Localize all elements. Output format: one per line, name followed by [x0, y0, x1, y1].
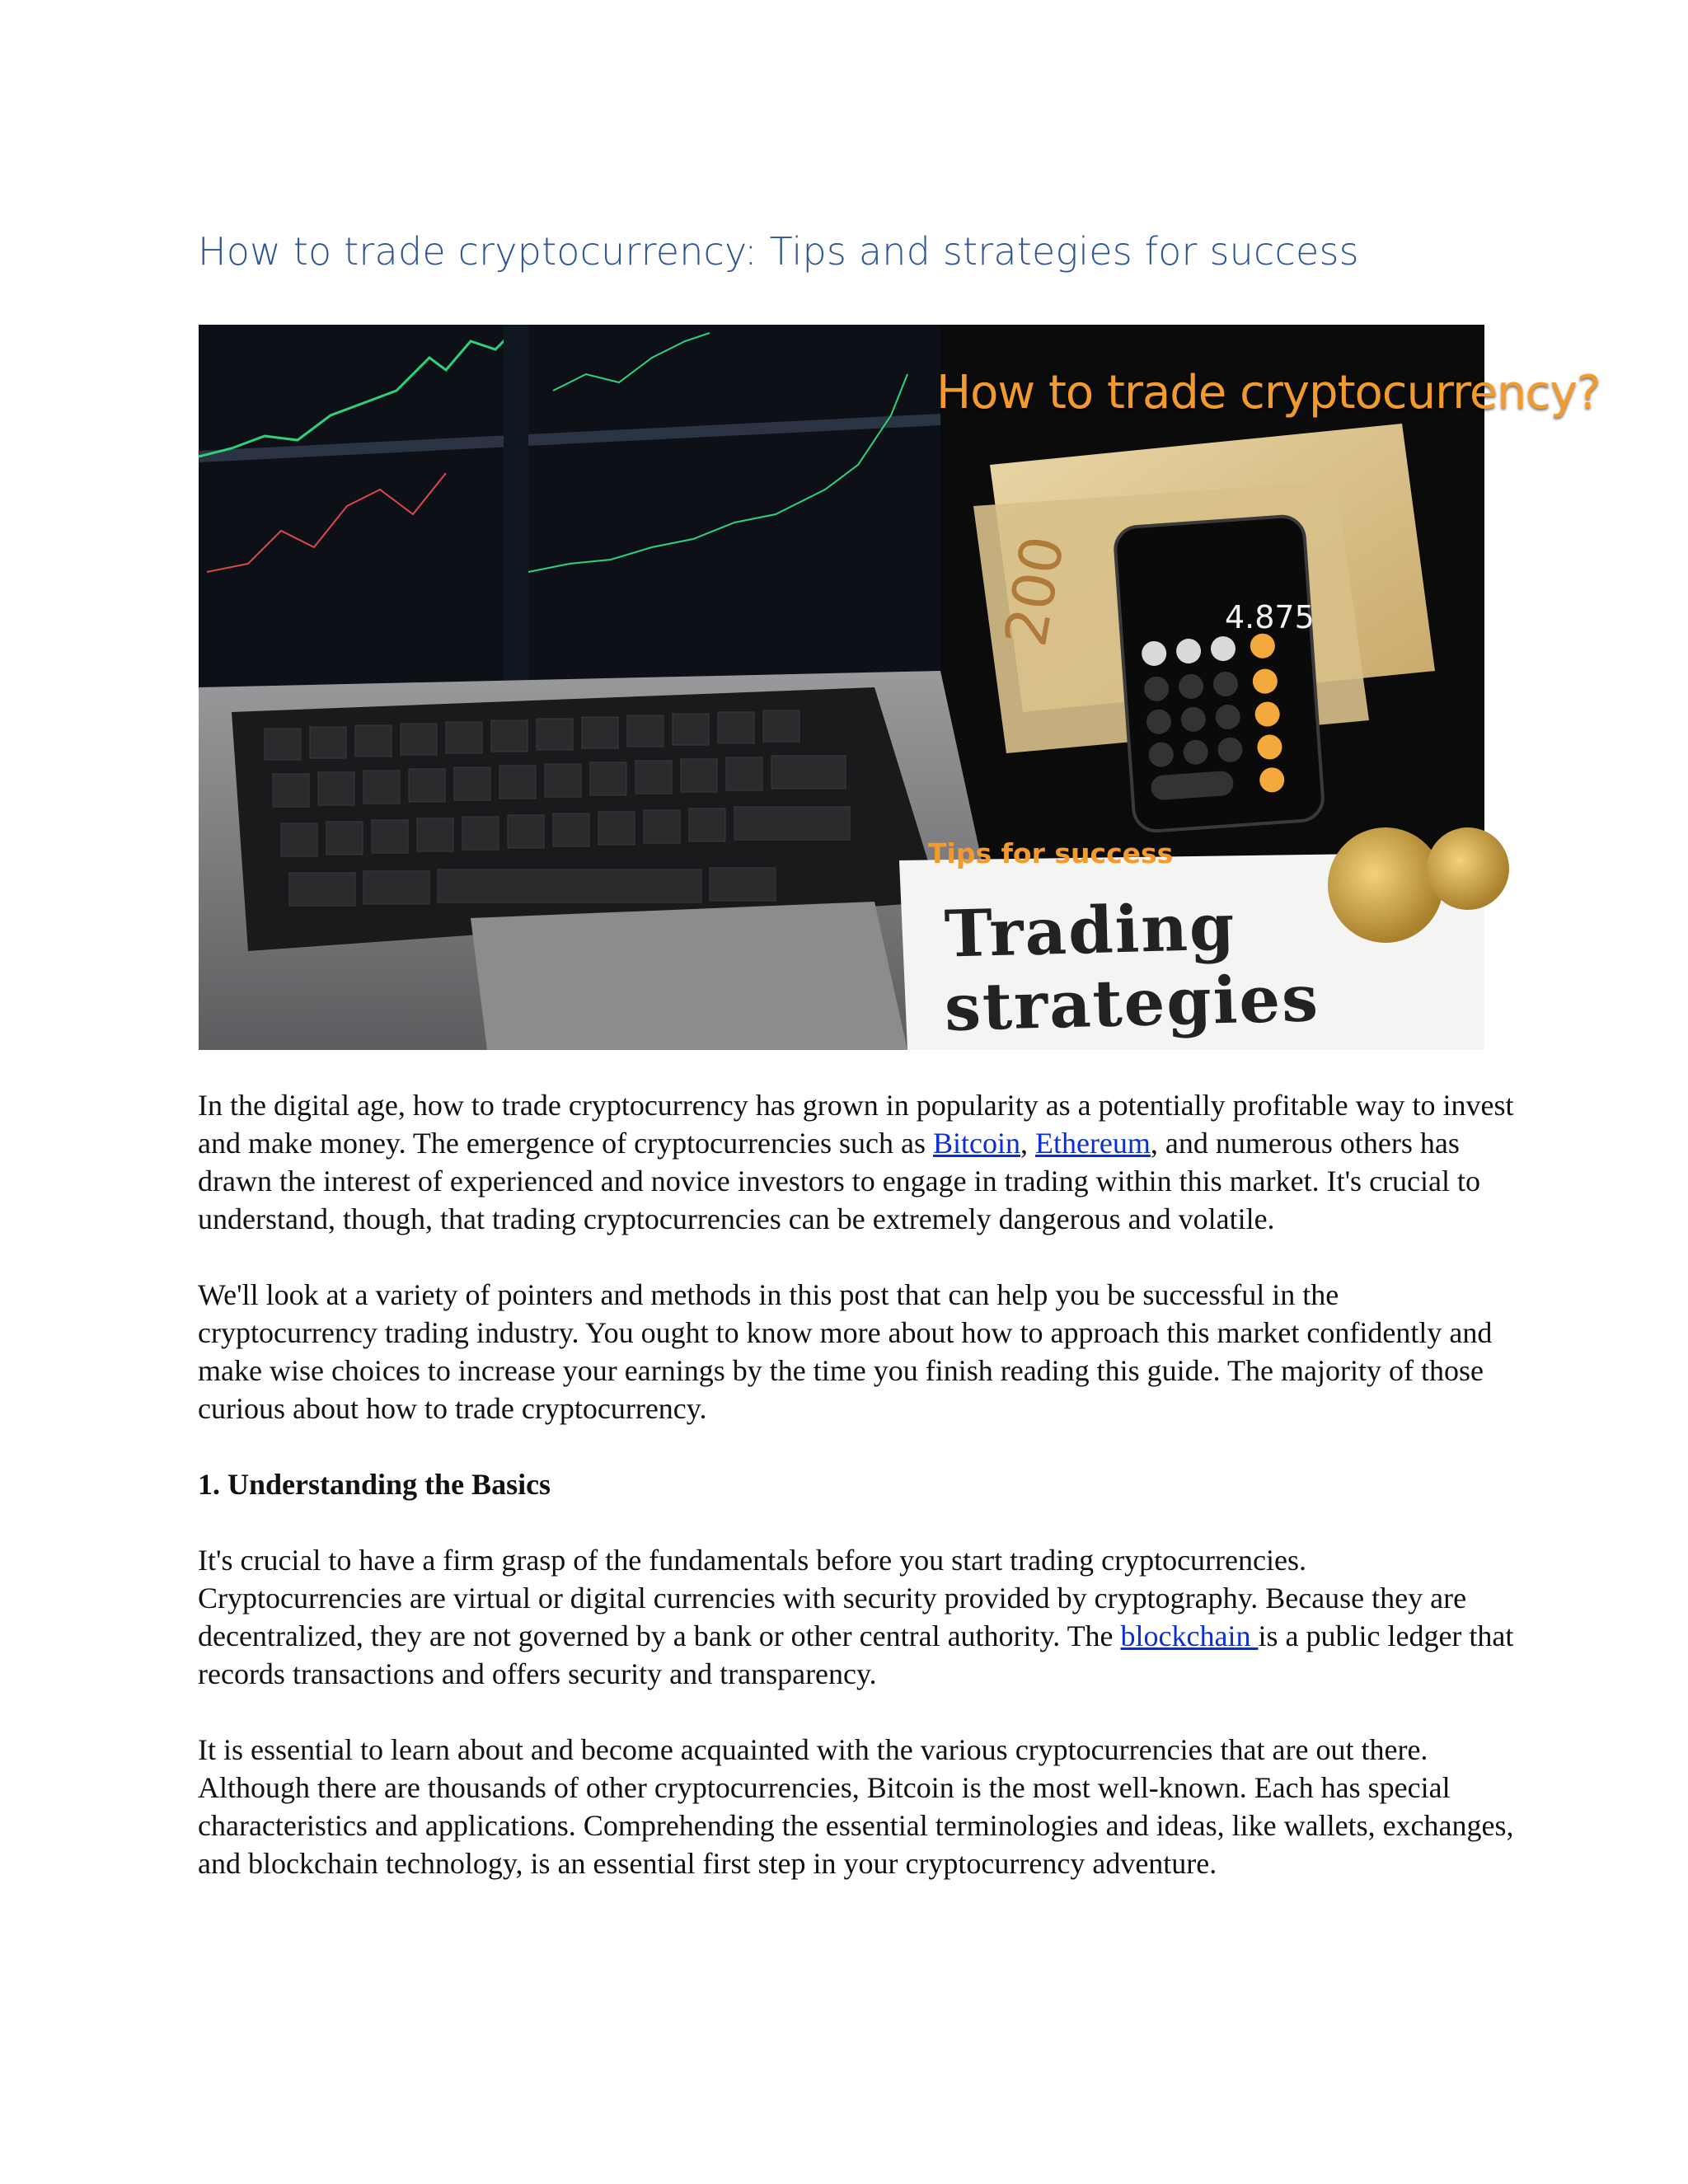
intro-paragraph-1: In the digital age, how to trade cryptocurrency has grown in popularity as a potentially profitable way to invest and make money. The emergence of cryptocurrencies such as Bitcoin, Ethereum, and numerous others has drawn the interest of experienced and novice investors to engage in trading within this market. It's crucial to understand, though, that trading cryptocurrencies can be extremely dangerous and volatile. [198, 1089, 1514, 1235]
svg-text:200: 200 [992, 531, 1078, 652]
blockchain-link[interactable]: blockchain [1120, 1619, 1259, 1652]
coin-1 [1328, 827, 1443, 943]
coin-2 [1427, 827, 1509, 910]
section-paragraph-1: It's crucial to have a firm grasp of the fundamentals before you start trading cryptocurrencies. Cryptocurrencies are virtual or digital currencies with security provided by cryptography. Because they are decentralized, they are not governed by a bank or other central authority. The blockchain is a public ledger that records transactions and offers security and transparency. [198, 1544, 1514, 1690]
intro-paragraph-2: We'll look at a variety of pointers and methods in this post that can help you be successful in the cryptocurrency trading industry. You ought to know more about how to approach this market confidently and make wise choices to increase your earnings by the time you finish reading this guide. The majority of those curious about how to trade cryptocurrency. [198, 1278, 1493, 1425]
hero-headline: How to trade cryptocurrency? [936, 366, 1601, 419]
article-body [198, 1086, 1517, 1920]
phone [1114, 515, 1324, 832]
section-paragraph-2: It is essential to learn about and become acquainted with the various cryptocurrencies that are out there. Although there are thousands of other cryptocurrencies, Bitcoin is the most well-known. Each has special characteristics and applications. Comprehending the essential terminologies and ideas, like wallets, exchanges, and blockchain technology, is an essential first step in your cryptocurrency adventure. [198, 1733, 1514, 1880]
hero-card-line-2: strategies [943, 961, 1321, 1046]
page-title: How to trade cryptocurrency: Tips and strategies for success [198, 229, 1359, 274]
bitcoin-link[interactable]: Bitcoin [932, 1127, 1020, 1160]
phone-display: 4.875 [1225, 599, 1315, 635]
hero-card-line-1: Trading [943, 889, 1237, 972]
section-heading: 1. Understanding the Basics [198, 1468, 551, 1501]
hero-illustration [199, 325, 1484, 1050]
laptop-screen [199, 325, 940, 687]
trackpad [471, 902, 907, 1050]
hero-tips: Tips for success [928, 837, 1174, 869]
hero-image [199, 325, 1601, 1050]
ethereum-link[interactable]: Ethereum [1034, 1127, 1151, 1160]
